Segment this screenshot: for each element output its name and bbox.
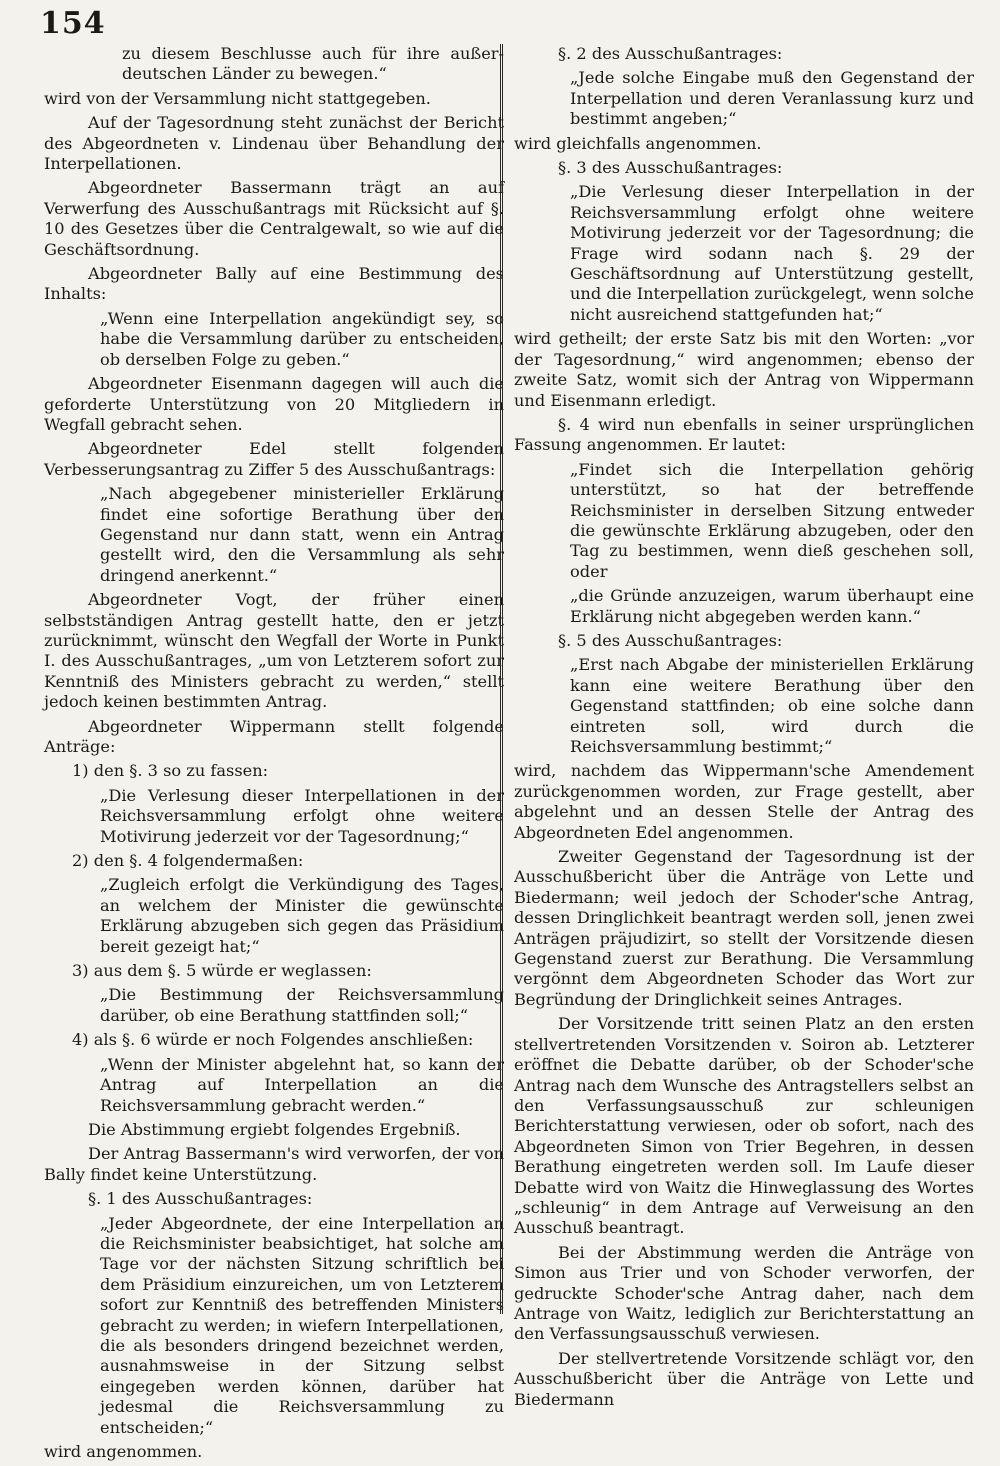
paragraph: 4) als §. 6 würde er noch Folgendes anschließen: xyxy=(72,1030,474,1050)
paragraph: Bei der Abstimmung werden die Anträge von Simon aus Trier und von Schoder verworfen, der gedruckte Schoder'sche Antrag daher, nach dem Antrage von Waitz, lediglich zur Berichterstattung an den Verfassungsausschuß verwiesen. xyxy=(514,1242,974,1344)
paragraph: wird angenommen. xyxy=(44,1442,203,1461)
paragraph: „Die Verlesung dieser Interpellation in der Reichsversammlung erfolgt ohne weitere Motivirung jederzeit vor der Tagesordnung; die Frage wird sodann nach §. 29 der Geschäftsordnung auf Unterstützung gestellt, und die Interpellation zurückgelegt, wenn solche nicht ausreichend stattgefunden hat;“ xyxy=(570,182,974,324)
paragraph: Zweiter Gegenstand der Tagesordnung ist der Ausschußbericht über die Anträge von Lette und Biedermann; weil jedoch der Schoder'sche Antrag, dessen Dringlichkeit beantragt werden soll, jenen zwei Anträgen präjudizirt, so stellt der Vorsitzende diesen Gegenstand zuerst zur Berathung. Die Versammlung vergönnt dem Abgeordneten Schoder das Wort zur Begründung der Dringlichkeit seines Antrages. xyxy=(514,847,974,1009)
paragraph: 2) den §. 4 folgendermaßen: xyxy=(72,851,304,871)
paragraph: „die Gründe anzuzeigen, warum überhaupt eine Erklärung nicht abgegeben werden kann.“ xyxy=(570,586,974,626)
paragraph: „Die Bestimmung der Reichsversammlung darüber, ob eine Berathung stattfinden soll;“ xyxy=(100,985,504,1025)
right-column xyxy=(514,44,974,1414)
paragraph: §. 5 des Ausschußantrages: xyxy=(558,630,783,650)
paragraph: Auf der Tagesordnung steht zunächst der Bericht des Abgeordneten v. Lindenau über Behandlung der Interpellationen. xyxy=(44,113,504,174)
paragraph: wird, nachdem das Wippermann'sche Amendement zurückgenommen worden, zur Frage gestellt, aber abgelehnt und an dessen Stelle der Antrag des Abgeordneten Edel angenommen. xyxy=(514,761,974,842)
paragraph: Abgeordneter Vogt, der früher einen selbstständigen Antrag gestellt hatte, den er jetzt zurücknimmt, wünscht den Wegfall der Worte in Punkt I. des Ausschußantrages, „um von Letzterem sofort zur Kenntniß des Ministers gebracht zu werden,“ stellt jedoch keinen bestimmten Antrag. xyxy=(44,590,504,712)
paragraph: „Zugleich erfolgt die Verkündigung des Tages, an welchem der Minister die gewünschte Erklärung abzugeben sich gegen das Präsidium bereit gezeigt hat;“ xyxy=(100,875,504,956)
paragraph: Abgeordneter Bally auf eine Bestimmung des Inhalts: xyxy=(44,264,504,304)
paragraph: „Jede solche Eingabe muß den Gegenstand der Interpellation und deren Veranlassung kurz und bestimmt angeben;“ xyxy=(570,68,974,129)
page-number: 154 xyxy=(40,6,106,41)
paragraph: 1) den §. 3 so zu fassen: xyxy=(72,761,269,781)
paragraph: wird von der Versammlung nicht stattgegeben. xyxy=(44,88,431,108)
paragraph: Abgeordneter Bassermann trägt an auf Verwerfung des Ausschußantrags mit Rücksicht auf §. 10 des Gesetzes über die Centralgewalt, so wie auf die Geschäftsordnung. xyxy=(44,178,504,259)
paragraph: §. 3 des Ausschußantrages: xyxy=(558,158,783,178)
paragraph: Der Antrag Bassermann's wird verworfen, der von Bally findet keine Unterstützung. xyxy=(44,1144,504,1184)
paragraph: „Wenn der Minister abgelehnt hat, so kann der Antrag auf Interpellation an die Reichsversammlung gebracht werden.“ xyxy=(100,1054,504,1115)
paragraph: „Wenn eine Interpellation angekündigt sey, so habe die Versammlung darüber zu entscheiden, ob derselben Folge zu geben.“ xyxy=(100,308,504,369)
paragraph: Abgeordneter Eisenmann dagegen will auch die geforderte Unterstützung von 20 Mitgliedern in Wegfall gebracht sehen. xyxy=(44,374,504,434)
paragraph: „Jeder Abgeordnete, der eine Interpellation an die Reichsminister beabsichtiget, hat solche am Tage vor der nächsten Sitzung schriftlich bei dem Präsidium einzureichen, um von Letzterem sofort zur Kenntniß des betreffenden Ministers gebracht zu werden; in wiefern Interpellationen, die als besonders dringend bezeichnet werden, ausnahmsweise in der Sitzung selbst eingegeben werden können, darüber hat jedesmal die Reichsversammlung zu entscheiden;“ xyxy=(100,1213,504,1437)
paragraph: wird getheilt; der erste Satz bis mit den Worten: „vor der Tagesordnung,“ wird angenommen; ebenso der zweite Satz, womit sich der Antrag von Wippermann und Eisenmann erledigt. xyxy=(514,329,974,410)
paragraph: zu diesem Beschlusse auch für ihre außer-deutschen Länder zu bewegen.“ xyxy=(122,44,504,84)
paragraph: 3) aus dem §. 5 würde er weglassen: xyxy=(72,961,372,981)
paragraph: „Nach abgegebener ministerieller Erklärung findet eine sofortige Berathung über den Gegenstand nur dann statt, wenn ein Antrag gestellt wird, den die Versammlung als sehr dringend anerkennt.“ xyxy=(100,484,504,585)
paragraph: Der stellvertretende Vorsitzende schlägt vor, den Ausschußbericht über die Anträge von Lette und Biedermann xyxy=(514,1348,974,1409)
paragraph: Abgeordneter Wippermann stellt folgende Anträge: xyxy=(44,716,504,756)
paragraph: „Erst nach Abgabe der ministeriellen Erklärung kann eine weitere Berathung über den Gegenstand stattfinden; ob eine solche dann eintreten soll, wird durch die Reichsversammlung bestimmt;“ xyxy=(570,655,974,756)
paragraph: wird gleichfalls angenommen. xyxy=(514,133,762,153)
paragraph: Die Abstimmung ergiebt folgendes Ergebniß. xyxy=(88,1119,461,1139)
paragraph: Der Vorsitzende tritt seinen Platz an den ersten stellvertretenden Vorsitzenden v. Soiron ab. Letzterer eröffnet die Debatte darüber, ob der Schoder'sche Antrag nach dem Wunsche des Antragstellers selbst an den Verfassungsausschuß zur schleunigen Berichterstattung verwiesen, oder ob sofort, nach des Abgeordneten Simon von Trier Begehren, in dessen Berathung eingetreten werden soll. Im Laufe dieser Debatte wird von Waitz die Hinweglassung des Wortes „schleunig“ in dem Antrage auf Verweisung an den Ausschuß beantragt. xyxy=(514,1014,974,1238)
paragraph: §. 1 des Ausschußantrages: xyxy=(88,1189,313,1209)
paragraph: „Die Verlesung dieser Interpellationen in der Reichsversammlung erfolgt ohne weitere Motivirung jederzeit vor der Tagesordnung;“ xyxy=(100,785,504,846)
column-divider xyxy=(500,44,503,1314)
paragraph: §. 2 des Ausschußantrages: xyxy=(558,44,783,63)
paragraph: „Findet sich die Interpellation gehörig unterstützt, so hat der betreffende Reichsminister in derselben Sitzung entweder die gewünschte Erklärung abzugeben, oder den Tag zu bestimmen, wenn dieß geschehen soll, oder xyxy=(570,459,974,581)
paragraph: §. 4 wird nun ebenfalls in seiner ursprünglichen Fassung angenommen. Er lautet: xyxy=(514,414,974,455)
left-column xyxy=(44,44,504,1466)
paragraph: Abgeordneter Edel stellt folgenden Verbesserungsantrag zu Ziffer 5 des Ausschußantrags: xyxy=(44,439,504,479)
